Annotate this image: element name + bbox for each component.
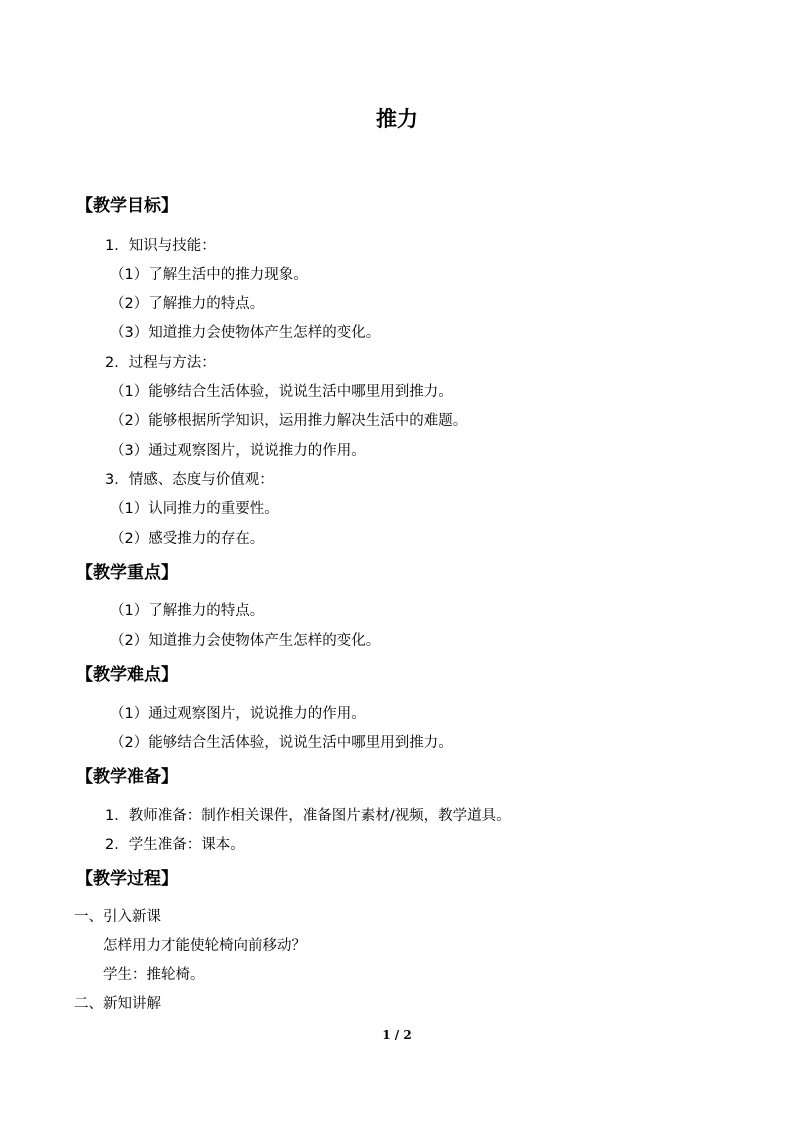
preparation-line: 2．学生准备：课本。 <box>105 837 245 853</box>
page-number: 1 / 2 <box>382 1028 412 1042</box>
section-heading-preparation: 【教学准备】 <box>76 767 178 787</box>
section-heading-key-points: 【教学重点】 <box>76 563 178 583</box>
objective-line: （1）认同推力的重要性。 <box>110 501 279 517</box>
objective-line: （3）通过观察图片，说说推力的作用。 <box>110 443 366 459</box>
difficulty-line: （1）通过观察图片，说说推力的作用。 <box>110 706 366 722</box>
objective-line: （2）感受推力的存在。 <box>110 531 265 547</box>
difficulty-line: （2）能够结合生活体验，说说生活中哪里用到推力。 <box>110 735 453 751</box>
section-heading-difficulties: 【教学难点】 <box>76 665 178 685</box>
objective-line: （2）能够根据所学知识，运用推力解决生活中的难题。 <box>110 413 468 429</box>
key-point-line: （1）了解推力的特点。 <box>110 603 265 619</box>
objective-line: （2）了解推力的特点。 <box>110 296 265 312</box>
objective-line: 3．情感、态度与价值观： <box>105 472 274 488</box>
objective-line: 2．过程与方法： <box>105 355 216 371</box>
objective-line: （3）知道推力会使物体产生怎样的变化。 <box>110 325 381 341</box>
page-title: 推力 <box>376 107 418 131</box>
process-line: 学生：推轮椅。 <box>103 967 205 983</box>
objective-line: 1．知识与技能： <box>105 238 216 254</box>
process-line: 二、新知讲解 <box>74 996 161 1012</box>
section-heading-objectives: 【教学目标】 <box>76 196 178 216</box>
process-line: 一、引入新课 <box>74 909 161 925</box>
section-heading-process: 【教学过程】 <box>76 869 178 889</box>
preparation-line: 1．教师准备：制作相关课件，准备图片素材/视频，教学道具。 <box>105 808 511 824</box>
key-point-line: （2）知道推力会使物体产生怎样的变化。 <box>110 633 381 649</box>
process-line: 怎样用力才能使轮椅向前移动？ <box>103 938 306 954</box>
objective-line: （1）了解生活中的推力现象。 <box>110 267 308 283</box>
objective-line: （1）能够结合生活体验，说说生活中哪里用到推力。 <box>110 384 453 400</box>
